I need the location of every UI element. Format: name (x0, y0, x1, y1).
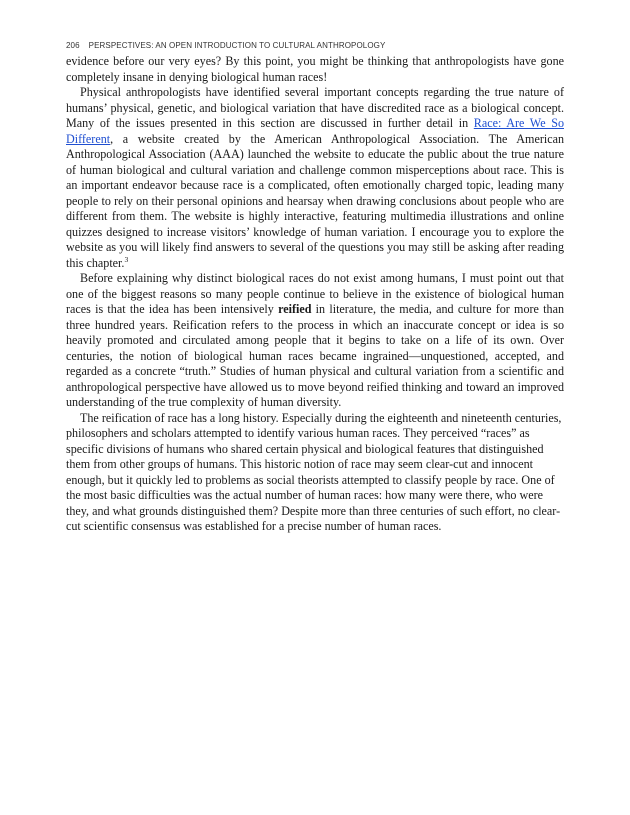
paragraph-continuation: evidence before our very eyes? By this point, you might be thinking that anthropologists have gone completely insane in denying biological human races! (66, 54, 564, 84)
footnote-marker[interactable]: 3 (124, 254, 129, 264)
paragraph-text: , a website created by the American Anthropological Association. The American Anthropological Association (AAA) launched the website to educate the public about the true nature of human biological and cultural variation and challenge common misperceptions about race. This is an important endeavor because race is a complicated, often emotionally charged topic, leading many people to rely on their personal opinions and hearsay when drawing conclusions about people who are different from them. The website is highly interactive, featuring multimedia illustrations and online quizzes designed to increase visitors’ knowledge of human variation. I encourage you to explore the website as you will likely find answers to several of the questions you may still be asking after reading this chapter. (66, 131, 564, 270)
paragraph-reification-history: The reification of race has a long history. Especially during the eighteenth and nineteenth centuries, philosophers and scholars attempted to identify various human races. They perceived “races” as specific divisions of humans who shared certain physical and biological features that distinguished them from other groups of humans. This historic notion of race may seem clear-cut and innocent enough, but it quickly led to problems as social theorists attempted to classify people by race. One of the most basic difficulties was the actual number of human races: how many were there, who were they, and what grounds distinguished them? Despite more than three centuries of such effort, no clear-cut scientific consensus was established for a precise number of human races. (66, 410, 562, 533)
book-title: PERSPECTIVES: AN OPEN INTRODUCTION TO CULTURAL ANTHROPOLOGY (88, 41, 386, 50)
paragraph-text: Physical anthropologists have identified several important concepts regarding the true nature of humans’ physical, genetic, and biological variation that have discredited race as a biological concept. Many of the issues presented in this section are discussed in further detail in (66, 85, 564, 130)
bold-term-reified: reified (278, 302, 312, 316)
paragraph-text: Before explaining why distinct biological races do not exist among humans, I must point out that one of the biggest reasons so many people continue to believe in the existence of biological human races is that the idea has been intensively (66, 271, 564, 316)
paragraph-reified (66, 271, 564, 411)
paragraph-physical-anthropologists (66, 85, 564, 271)
body-text (66, 54, 564, 535)
running-head (66, 41, 385, 50)
race-website-link[interactable]: Race: Are We So Different (66, 116, 564, 146)
page-number: 206 (66, 41, 80, 50)
paragraph-text: in literature, the media, and culture for more than three hundred years. Reification refers to the process in which an inaccurate concept or idea is so heavily promoted and circulated among people that it begins to take on a life of its own. Over centuries, the notion of biological human races became ingrained—unquestioned, accepted, and regarded as a concrete “truth.” Studies of human physical and cultural variation from a scientific and anthropological perspective have allowed us to move beyond reified thinking and toward an improved understanding of the true complexity of human diversity. (66, 302, 564, 409)
